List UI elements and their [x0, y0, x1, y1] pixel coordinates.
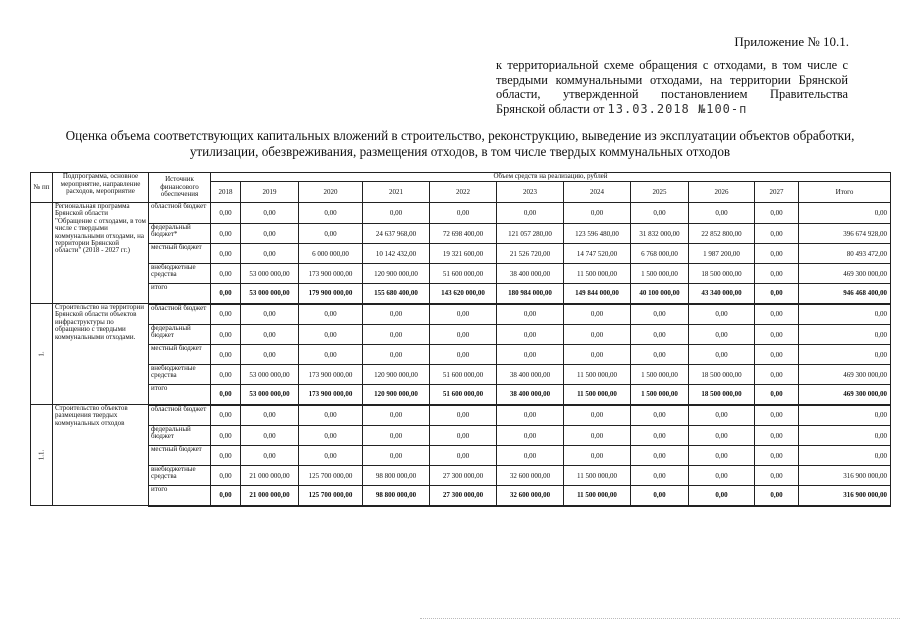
amount-cell: 11 500 000,00: [564, 264, 631, 284]
amount-cell: 0,00: [497, 426, 564, 446]
amount-total-cell: 0,00: [799, 203, 891, 224]
amount-cell: 21 000 000,00: [241, 466, 299, 486]
amount-cell: 155 680 400,00: [363, 284, 430, 304]
amount-total-cell: 0,00: [799, 426, 891, 446]
amount-cell: 11 500 000,00: [564, 466, 631, 486]
amount-cell: 0,00: [241, 446, 299, 466]
amount-cell: 0,00: [299, 203, 363, 224]
col-number-header: № пп: [31, 173, 53, 203]
amount-cell: 180 984 000,00: [497, 284, 564, 304]
amount-cell: 0,00: [211, 224, 241, 244]
amount-cell: 53 000 000,00: [241, 264, 299, 284]
amount-cell: 0,00: [689, 325, 755, 345]
col-group-header: Объем средств на реализацию, рублей: [211, 173, 891, 182]
amount-cell: 0,00: [241, 345, 299, 365]
funding-source: федеральный бюджет: [149, 426, 211, 446]
amount-total-cell: 0,00: [799, 405, 891, 426]
amount-cell: 0,00: [430, 405, 497, 426]
amount-cell: 0,00: [689, 304, 755, 325]
funding-source: местный бюджет: [149, 244, 211, 264]
amount-cell: 0,00: [211, 325, 241, 345]
amount-total-cell: 316 900 000,00: [799, 486, 891, 506]
amount-cell: 0,00: [689, 345, 755, 365]
table-row: [31, 426, 891, 446]
amount-cell: 0,00: [363, 446, 430, 466]
amount-cell: 0,00: [564, 345, 631, 365]
amount-cell: 0,00: [755, 224, 799, 244]
program-name: Строительство объектов размещения твердых коммунальных отходов: [53, 405, 149, 506]
amount-cell: 0,00: [241, 224, 299, 244]
amount-cell: 31 832 000,00: [631, 224, 689, 244]
amount-total-cell: 316 900 000,00: [799, 466, 891, 486]
col-source-header: Источник финансового обеспечения: [149, 173, 211, 203]
amount-total-cell: 946 468 400,00: [799, 284, 891, 304]
table-row: [31, 325, 891, 345]
amount-cell: 98 800 000,00: [363, 466, 430, 486]
amount-cell: 0,00: [631, 486, 689, 506]
funding-source: федеральный бюджет: [149, 325, 211, 345]
amount-total-cell: 396 674 928,00: [799, 224, 891, 244]
amount-cell: 18 500 000,00: [689, 264, 755, 284]
amount-cell: 1 500 000,00: [631, 365, 689, 385]
amount-cell: 125 700 000,00: [299, 486, 363, 506]
amount-cell: 72 698 400,00: [430, 224, 497, 244]
amount-cell: 0,00: [689, 426, 755, 446]
amount-cell: 38 400 000,00: [497, 365, 564, 385]
amount-cell: 0,00: [689, 466, 755, 486]
amount-cell: 27 300 000,00: [430, 466, 497, 486]
funding-source: итого: [149, 385, 211, 405]
annex-line-date: [496, 102, 848, 117]
amount-cell: 0,00: [241, 244, 299, 264]
year-header: 2024: [564, 182, 631, 203]
amount-cell: 120 900 000,00: [363, 264, 430, 284]
amount-cell: 0,00: [299, 345, 363, 365]
amount-cell: 0,00: [755, 244, 799, 264]
amount-cell: 53 000 000,00: [241, 284, 299, 304]
amount-cell: 1 500 000,00: [631, 385, 689, 405]
amount-cell: 123 596 480,00: [564, 224, 631, 244]
amount-cell: 143 620 000,00: [430, 284, 497, 304]
amount-cell: 51 600 000,00: [430, 385, 497, 405]
amount-cell: 0,00: [211, 446, 241, 466]
amount-cell: 0,00: [211, 304, 241, 325]
amount-cell: 53 000 000,00: [241, 385, 299, 405]
amount-cell: 32 600 000,00: [497, 466, 564, 486]
budget-table: [30, 172, 891, 507]
amount-cell: 0,00: [755, 405, 799, 426]
amount-cell: 24 637 968,00: [363, 224, 430, 244]
amount-total-cell: 469 300 000,00: [799, 385, 891, 405]
funding-source: областной бюджет: [149, 203, 211, 224]
amount-cell: 38 400 000,00: [497, 385, 564, 405]
amount-cell: 0,00: [211, 486, 241, 506]
amount-total-cell: 80 493 472,00: [799, 244, 891, 264]
year-header: 2020: [299, 182, 363, 203]
amount-cell: 0,00: [755, 203, 799, 224]
funding-source: областной бюджет: [149, 405, 211, 426]
amount-cell: 21 526 720,00: [497, 244, 564, 264]
amount-cell: 0,00: [631, 345, 689, 365]
amount-cell: 11 500 000,00: [564, 365, 631, 385]
amount-cell: 173 900 000,00: [299, 385, 363, 405]
scan-artifact-divider: [420, 618, 900, 621]
amount-cell: 53 000 000,00: [241, 365, 299, 385]
amount-cell: 40 100 000,00: [631, 284, 689, 304]
amount-cell: 0,00: [631, 466, 689, 486]
funding-source: внебюджетные средства: [149, 365, 211, 385]
table-row: [31, 244, 891, 264]
amount-cell: 0,00: [564, 405, 631, 426]
year-header: 2021: [363, 182, 430, 203]
table-row: [31, 345, 891, 365]
amount-cell: 0,00: [755, 466, 799, 486]
table-row-total: [31, 385, 891, 405]
amount-cell: 0,00: [430, 426, 497, 446]
amount-cell: 149 844 000,00: [564, 284, 631, 304]
amount-cell: 0,00: [564, 304, 631, 325]
amount-total-cell: 0,00: [799, 446, 891, 466]
table-row: [31, 224, 891, 244]
amount-cell: 32 600 000,00: [497, 486, 564, 506]
annex-reference: [496, 58, 848, 116]
amount-cell: 0,00: [363, 345, 430, 365]
amount-cell: 0,00: [211, 264, 241, 284]
amount-cell: 43 340 000,00: [689, 284, 755, 304]
amount-cell: 0,00: [241, 405, 299, 426]
amount-cell: 0,00: [631, 426, 689, 446]
amount-cell: 0,00: [363, 304, 430, 325]
amount-cell: 0,00: [497, 203, 564, 224]
amount-cell: 0,00: [363, 203, 430, 224]
amount-cell: 0,00: [430, 446, 497, 466]
amount-cell: 0,00: [430, 325, 497, 345]
amount-cell: 18 500 000,00: [689, 365, 755, 385]
year-header: 2018: [211, 182, 241, 203]
document-title: Оценка объема соответствующих капитальных вложений в строительство, реконструкцию, выведение из эксплуатации объектов обработки, утилизации, обезвреживания, размещения отходов, в том числе твердых коммунальных отходов: [65, 128, 855, 159]
amount-cell: 22 852 800,00: [689, 224, 755, 244]
annex-title: Приложение № 10.1.: [734, 34, 849, 49]
amount-cell: 6 000 000,00: [299, 244, 363, 264]
amount-cell: 0,00: [755, 486, 799, 506]
amount-cell: 0,00: [430, 203, 497, 224]
annex-line: области, утвержденной постановлением Правительства: [496, 87, 848, 101]
amount-cell: 0,00: [755, 264, 799, 284]
amount-cell: 0,00: [631, 405, 689, 426]
table-row: [31, 304, 891, 325]
amount-cell: 19 321 600,00: [430, 244, 497, 264]
amount-cell: 0,00: [755, 426, 799, 446]
table-row-total: [31, 284, 891, 304]
amount-cell: 121 057 280,00: [497, 224, 564, 244]
row-index-label: 1.1.: [37, 449, 46, 461]
row-index: [31, 304, 53, 405]
handwritten-date: 13.03.2018 №100-п: [607, 101, 748, 116]
funding-source: местный бюджет: [149, 446, 211, 466]
table-row: [31, 365, 891, 385]
amount-cell: 0,00: [631, 446, 689, 466]
col-program-header: Подпрограмма, основное мероприятие, направление расходов, мероприятие: [53, 173, 149, 203]
row-index: [31, 405, 53, 506]
funding-source: федеральный бюджет*: [149, 224, 211, 244]
amount-cell: 0,00: [211, 284, 241, 304]
amount-cell: 0,00: [363, 405, 430, 426]
funding-source: итого: [149, 486, 211, 506]
amount-cell: 0,00: [497, 304, 564, 325]
amount-total-cell: 0,00: [799, 325, 891, 345]
amount-cell: 0,00: [299, 304, 363, 325]
amount-cell: 0,00: [211, 405, 241, 426]
amount-cell: 0,00: [211, 365, 241, 385]
amount-cell: 21 000 000,00: [241, 486, 299, 506]
amount-cell: 0,00: [755, 385, 799, 405]
amount-cell: 1 987 200,00: [689, 244, 755, 264]
row-index-label: 1.: [37, 351, 46, 357]
amount-cell: 0,00: [211, 385, 241, 405]
funding-source: внебюджетные средства: [149, 264, 211, 284]
amount-cell: 0,00: [211, 426, 241, 446]
amount-cell: 0,00: [211, 203, 241, 224]
amount-cell: 10 142 432,00: [363, 244, 430, 264]
amount-cell: 0,00: [689, 486, 755, 506]
amount-cell: 0,00: [564, 203, 631, 224]
amount-cell: 0,00: [299, 224, 363, 244]
amount-cell: 11 500 000,00: [564, 385, 631, 405]
amount-cell: 0,00: [430, 304, 497, 325]
amount-total-cell: 469 300 000,00: [799, 365, 891, 385]
funding-source: местный бюджет: [149, 345, 211, 365]
amount-cell: 0,00: [497, 446, 564, 466]
amount-cell: 173 900 000,00: [299, 365, 363, 385]
year-header: Итого: [799, 182, 891, 203]
table-header: [31, 173, 891, 203]
amount-cell: 0,00: [211, 466, 241, 486]
amount-cell: 18 500 000,00: [689, 385, 755, 405]
amount-cell: 0,00: [497, 325, 564, 345]
table-row-total: [31, 486, 891, 506]
program-name: Региональная программа Брянской области "Обращение с отходами, в том числе с твердыми коммунальными отходами, на территории Брянской области" (2018 - 2027 гг.): [53, 203, 149, 304]
amount-cell: 0,00: [631, 325, 689, 345]
amount-cell: 0,00: [363, 426, 430, 446]
row-index: [31, 203, 53, 304]
amount-cell: 38 400 000,00: [497, 264, 564, 284]
table-row: [31, 264, 891, 284]
year-header: 2022: [430, 182, 497, 203]
table-row: [31, 405, 891, 426]
program-name: Строительство на территории Брянской области объектов инфраструктуры по обращению с твердыми коммунальными отходами.: [53, 304, 149, 405]
amount-cell: 51 600 000,00: [430, 365, 497, 385]
amount-cell: 0,00: [299, 426, 363, 446]
annex-line: к территориальной схеме обращения с отходами, в том числе с: [496, 58, 848, 72]
table-body: [31, 203, 891, 506]
amount-total-cell: 0,00: [799, 304, 891, 325]
amount-cell: 0,00: [211, 244, 241, 264]
year-header: 2019: [241, 182, 299, 203]
amount-cell: 0,00: [497, 345, 564, 365]
amount-cell: 0,00: [755, 325, 799, 345]
table-row: [31, 446, 891, 466]
amount-cell: 0,00: [241, 426, 299, 446]
amount-cell: 0,00: [689, 203, 755, 224]
amount-cell: 0,00: [299, 325, 363, 345]
amount-cell: 179 900 000,00: [299, 284, 363, 304]
amount-total-cell: 469 300 000,00: [799, 264, 891, 284]
table-row: [31, 466, 891, 486]
amount-cell: 98 800 000,00: [363, 486, 430, 506]
amount-cell: 0,00: [299, 405, 363, 426]
amount-cell: 120 900 000,00: [363, 385, 430, 405]
amount-cell: 0,00: [755, 284, 799, 304]
amount-cell: 0,00: [564, 446, 631, 466]
year-header: 2023: [497, 182, 564, 203]
amount-cell: 0,00: [755, 446, 799, 466]
amount-cell: 0,00: [755, 304, 799, 325]
amount-cell: 11 500 000,00: [564, 486, 631, 506]
amount-cell: 125 700 000,00: [299, 466, 363, 486]
annex-line: твердыми коммунальными отходами, на территории Брянской: [496, 72, 848, 87]
table-row: [31, 203, 891, 224]
year-header: 2026: [689, 182, 755, 203]
amount-cell: 0,00: [631, 203, 689, 224]
amount-cell: 0,00: [241, 203, 299, 224]
amount-cell: 0,00: [299, 446, 363, 466]
annex-line: Брянской области от: [496, 101, 605, 116]
funding-source: итого: [149, 284, 211, 304]
amount-cell: 173 900 000,00: [299, 264, 363, 284]
amount-cell: 0,00: [497, 405, 564, 426]
amount-cell: 0,00: [241, 304, 299, 325]
amount-cell: 0,00: [755, 345, 799, 365]
funding-source: внебюджетные средства: [149, 466, 211, 486]
amount-cell: 27 300 000,00: [430, 486, 497, 506]
amount-cell: 0,00: [689, 446, 755, 466]
amount-cell: 51 600 000,00: [430, 264, 497, 284]
amount-cell: 6 768 000,00: [631, 244, 689, 264]
amount-cell: 0,00: [211, 345, 241, 365]
amount-cell: 0,00: [363, 325, 430, 345]
amount-cell: 0,00: [241, 325, 299, 345]
year-header: 2027: [755, 182, 799, 203]
amount-cell: 0,00: [430, 345, 497, 365]
amount-total-cell: 0,00: [799, 345, 891, 365]
amount-cell: 0,00: [755, 365, 799, 385]
amount-cell: 120 900 000,00: [363, 365, 430, 385]
amount-cell: 0,00: [564, 426, 631, 446]
year-header: 2025: [631, 182, 689, 203]
amount-cell: 14 747 520,00: [564, 244, 631, 264]
amount-cell: 0,00: [689, 405, 755, 426]
amount-cell: 0,00: [631, 304, 689, 325]
amount-cell: 0,00: [564, 325, 631, 345]
funding-source: областной бюджет: [149, 304, 211, 325]
amount-cell: 1 500 000,00: [631, 264, 689, 284]
